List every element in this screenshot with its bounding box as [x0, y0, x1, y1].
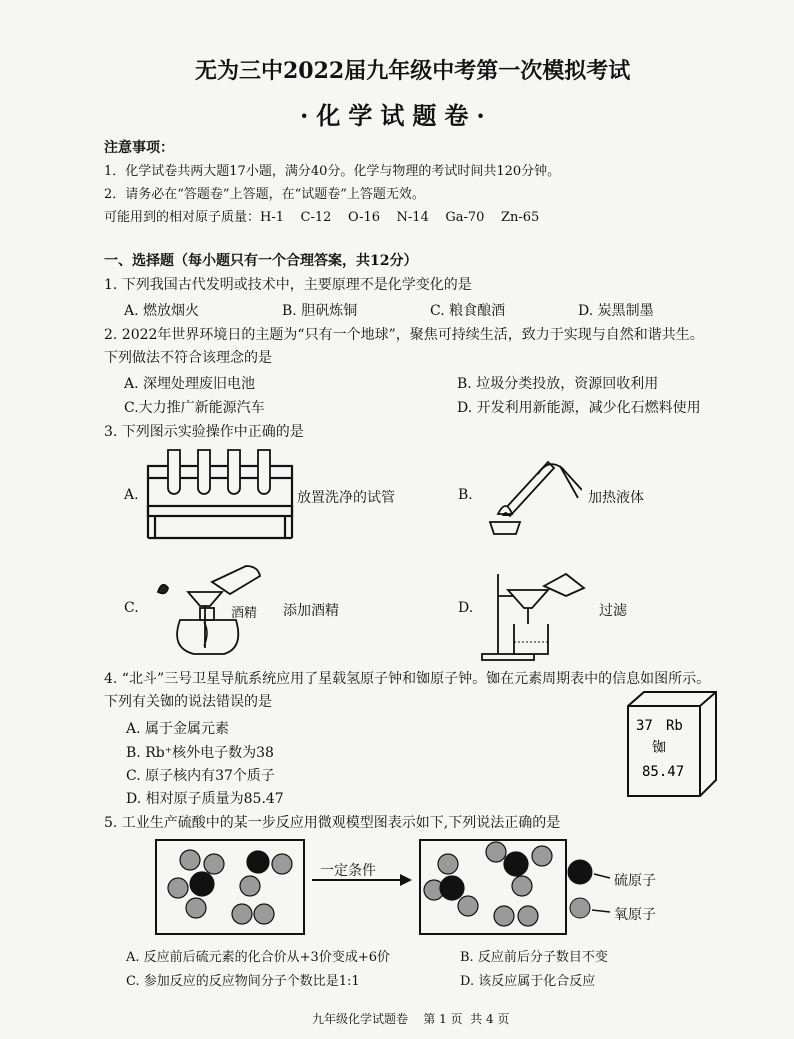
q3-option-c-label: 酒精: [231, 606, 258, 621]
note-1: 1．化学试卷共两大题17小题，满分40分。化学与物理的考试时间共120分钟。: [104, 164, 561, 179]
q1-stem: 1. 下列我国古代发明或技术中，主要原理不是化学变化的是: [104, 277, 472, 293]
filtration-figure: [478, 568, 588, 664]
test-tube-rack-figure: [145, 448, 295, 544]
legend-oxygen-label: 氧原子: [614, 907, 656, 923]
q2-option-b: B. 垃圾分类投放，资源回收利用: [457, 376, 659, 392]
q4-stem-line1: 4. “北斗”三号卫星导航系统应用了星载氢原子钟和铷原子钟。铷在元素周期表中的信息如图所示。: [104, 671, 711, 687]
q1-option-a: A. 燃放烟火: [124, 303, 200, 319]
q3-option-b-letter: B.: [458, 487, 473, 503]
legend-sulfur-label: 硫原子: [614, 873, 656, 889]
q3-option-d-caption: 过滤: [599, 603, 627, 619]
q1-option-c: C. 粮食酿酒: [430, 303, 506, 319]
q1-option-d: D. 炭黑制墨: [578, 303, 654, 319]
q3-option-d-letter: D.: [458, 600, 474, 616]
q5-option-d: D. 该反应属于化合反应: [460, 974, 596, 989]
heating-liquid-figure: [482, 452, 582, 540]
q3-option-c-caption: 添加酒精: [283, 603, 339, 619]
exam-subtitle: ·化学试题卷·: [300, 101, 493, 130]
element-symbol: Rb: [666, 718, 683, 734]
q2-option-d: D. 开发利用新能源，减少化石燃料使用: [457, 400, 701, 416]
q1-option-b: B. 胆矾炼铜: [282, 303, 358, 319]
page-footer: 九年级化学试题卷 第 1 页 共 4 页: [312, 1012, 510, 1026]
q2-option-c: C.大力推广新能源汽车: [124, 400, 265, 416]
reaction-condition-label: 一定条件: [320, 863, 376, 879]
q5-option-b: B. 反应前后分子数目不变: [460, 950, 608, 965]
q3-option-b-caption: 加热液体: [588, 490, 644, 506]
section-heading: 一、选择题（每小题只有一个合理答案，共12分）: [104, 253, 418, 269]
exam-title: 无为三中2022届九年级中考第一次模拟考试: [195, 58, 631, 84]
q4-option-b: B. Rb⁺核外电子数为38: [126, 745, 274, 761]
element-mass: 85.47: [642, 764, 685, 780]
atomic-masses: 可能用到的相对原子质量：H-1 C-12 O-16 N-14 Ga-70 Zn-65: [104, 210, 540, 225]
q2-stem-line1: 2. 2022年世界环境日的主题为“只有一个地球”，聚焦可持续生活，致力于实现与自然和谐共生。: [104, 327, 704, 343]
q2-stem-line2: 下列做法不符合该理念的是: [104, 350, 272, 366]
q3-stem: 3. 下列图示实验操作中正确的是: [104, 424, 304, 440]
q5-option-c: C. 参加反应的反应物间分子个数比是1:1: [126, 974, 360, 989]
q4-stem-line2: 下列有关铷的说法错误的是: [104, 694, 272, 710]
q3-option-a-caption: 放置洗净的试管: [297, 490, 395, 506]
q2-option-a: A. 深埋处理废旧电池: [124, 376, 256, 392]
note-2: 2．请务必在“答题卷”上答题，在“试题卷”上答题无效。: [104, 187, 425, 202]
notes-heading: 注意事项：: [104, 140, 174, 156]
element-name: 铷: [652, 740, 666, 756]
q3-option-a-letter: A.: [124, 487, 139, 503]
rubidium-element-card: [626, 690, 718, 798]
q4-option-a: A. 属于金属元素: [126, 721, 230, 737]
q3-option-c-letter: C.: [124, 600, 139, 616]
element-number: 37: [636, 718, 653, 734]
q5-stem: 5. 工业生产硫酸中的某一步反应用微观模型图表示如下,下列说法正确的是: [104, 815, 561, 831]
q4-option-d: D. 相对原子质量为85.47: [126, 791, 284, 807]
q5-option-a: A. 反应前后硫元素的化合价从+3价变成+6价: [126, 950, 390, 965]
q4-option-c: C. 原子核内有37个质子: [126, 768, 275, 784]
